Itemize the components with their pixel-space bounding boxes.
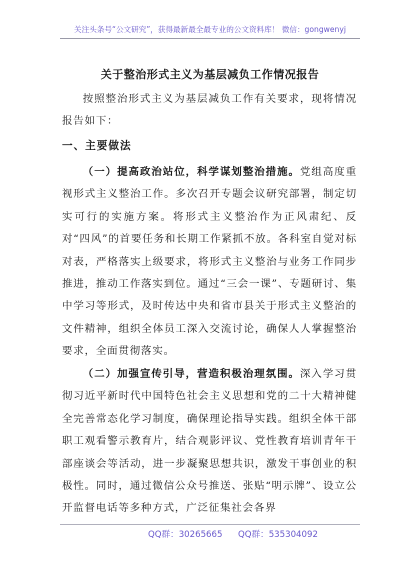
header-divider	[60, 38, 360, 39]
paragraph-1-lead: （一）提高政治站位，科学谋划整治措施。	[82, 166, 300, 178]
paragraph-2-lead: （二）加强宣传引导，营造积极治理氛围。	[82, 368, 300, 380]
paragraph-2-body: 深入学习贯彻习近平新时代中国特色社会主义思想和党的二十大精神健全完善常态化学习制度，确保理论指导实践。组织全体干部职工观看警示教育片，结合观影评议、党性教育培训青年干部座谈会等活动，进一步凝聚思想共识，激发干事创业的积极性。同时，通过微信公众号推送、张贴“明示牌”、设立公开监督电话等多种方式，广泛征集社会各界	[62, 368, 357, 515]
paragraph-2	[62, 363, 357, 520]
footer-contact	[60, 528, 360, 542]
paragraph-1-body: 党组高度重视形式主义整治工作。多次召开专题会议研究部署，制定切实可行的实施方案。将形式主义整治作为正风肃纪、反对“四风”的首要任务和长期工作紧抓不放。各科室自觉对标对表，严格落实上级要求，将形式主义整治与业务工作同步推进，推动工作落实到位。通过“三会一课”、专题研讨、集中学习等形式，及时传达中央和省市县关于形式主义整治的文件精神，组织全体员工深入交流讨论，确保人人掌握整治要求，全面贯彻落实。	[62, 166, 357, 358]
footer-qq-group-1: QQ群：30265665	[148, 530, 223, 540]
paragraph-1	[62, 161, 357, 363]
footer-divider	[60, 524, 360, 525]
section-heading: 一、主要做法	[62, 140, 132, 152]
intro-paragraph: 按照整治形式主义为基层减负工作有关要求，现将情况报告如下：	[62, 93, 357, 128]
header-promo-note: 关注头条号“公文研究”，获得最新最全最专业的公文资料库！ 微信：gongwenyj	[74, 25, 346, 34]
footer-qq-group-2: QQ群：535304092	[238, 530, 318, 540]
document-title: 关于整治形式主义为基层减负工作情况报告	[100, 68, 320, 81]
